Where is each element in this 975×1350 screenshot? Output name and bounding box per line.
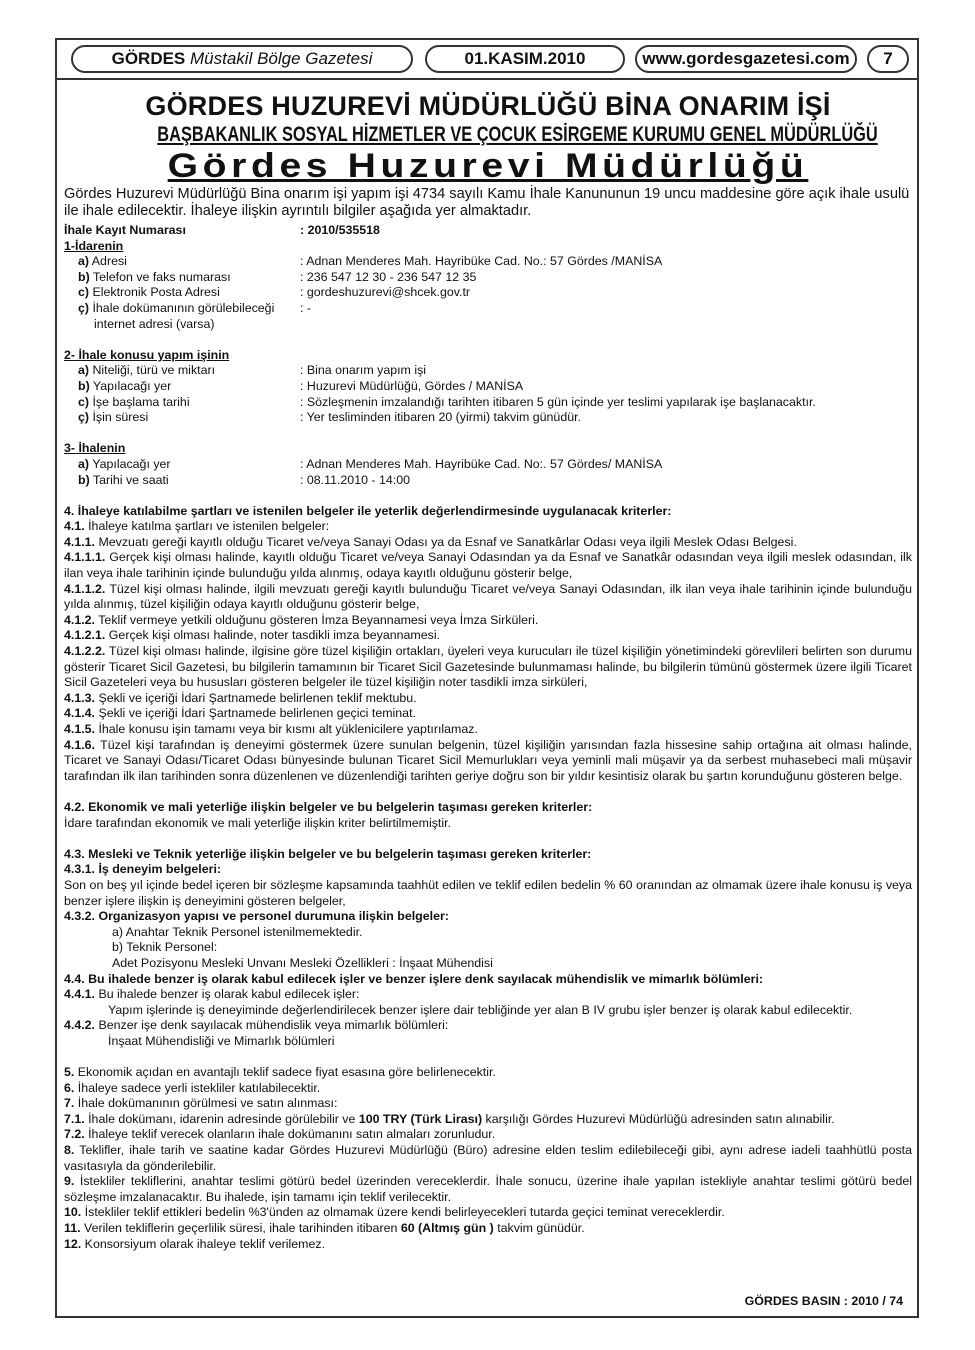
row-key <box>64 457 300 473</box>
row-value: : Bina onarım yapım işi <box>300 363 427 378</box>
agency-title: BAŞBAKANLIK SOSYAL HİZMETLER VE ÇOCUK ESİRGEME KURUMU GENEL MÜDÜRLÜĞÜ <box>157 123 878 146</box>
row-key-letter: c) <box>78 285 90 300</box>
section1-rows <box>64 254 912 316</box>
item-text: Gerçek kişi olması halinde, kayıtlı olduğu Ticaret ve/veya Sanayi Odasından ya da Esnaf ve Sanatkâr odasından veya ilgili meslek odasından, ilk ilan veya ihale tarihinin içinde bulunduğu yılda alınmış, odaya kayıtlı olduğunu gösterir belge, <box>64 550 912 581</box>
section3-title: 3- İhalenin <box>64 441 126 456</box>
section2-rows <box>64 363 912 425</box>
row-value: : - <box>300 300 312 315</box>
item-bold: 60 (Altmış gün ) <box>400 1221 494 1235</box>
section2-row <box>64 363 912 379</box>
page-number: 7 <box>883 49 893 68</box>
section42-heading: 4.2. Ekonomik ve mali yeterliğe ilişkin belgeler ve bu belgelerin taşıması gereken kriterler: <box>64 799 593 814</box>
item-number: 6. <box>64 1080 75 1095</box>
row-value: : 08.11.2010 - 14:00 <box>300 472 410 487</box>
item-number: 4.1.2. <box>64 612 96 627</box>
paper-subtitle: Müstakil Bölge Gazetesi <box>190 49 373 68</box>
item-text: Mevzuatı gereği kayıtlı olduğu Ticaret ve/veya Sanayi Odası ya da Esnaf ve Sanatkârlar Odası veya ilgili Meslek Odası Belgesi. <box>95 534 797 549</box>
row-key <box>64 363 300 379</box>
section2-title: 2- İhale konusu yapım işinin <box>64 347 230 362</box>
page-number-pill <box>867 45 909 73</box>
row-key <box>64 270 300 286</box>
item-number: 7. <box>64 1096 75 1111</box>
header-bar <box>57 40 917 80</box>
section44-heading: 4.4. Bu ihalede benzer iş olarak kabul edilecek işler ve benzer işlere denk sayılacak mühendislik ve mimarlık bölümleri: <box>64 971 764 986</box>
section442-num: 4.4.2. <box>64 1018 96 1033</box>
final-item <box>64 1081 912 1097</box>
row-key-letter: b) <box>78 378 90 393</box>
item-text: Verilen tekliflerin geçerlilik süresi, ihale tarihinden itibaren <box>80 1221 401 1235</box>
item-text: Şekli ve içeriği İdari Şartnamede belirlenen teklif mektubu. <box>95 690 417 705</box>
item-number: 4.1.2.1. <box>64 628 106 643</box>
section441 <box>64 987 912 1003</box>
website-pill <box>635 45 857 73</box>
date-pill <box>425 45 625 73</box>
item-number: 4.1.5. <box>64 722 96 736</box>
section4-item <box>64 691 912 707</box>
item-number: 9. <box>64 1174 75 1189</box>
row-key-letter: b) <box>78 472 90 487</box>
main-title: GÖRDES HUZUREVİ MÜDÜRLÜĞÜ BİNA ONARIM İŞİ <box>145 91 831 121</box>
row-key-letter: a) <box>78 254 90 269</box>
section1-title: 1-İdarenin <box>64 238 124 253</box>
registry-row <box>64 223 912 239</box>
section1-row <box>64 254 912 270</box>
item-text: Tüzel kişi olması halinde, ilgisine göre tüzel kişiliğin ortakları, üyeleri veya kurucuları ile tüzel kişiliğin yönetimindeki görevlileri belirten son durumu gösterir Ticaret Sicil Gazetesi, bu bilgilerin tamamının bir Ticaret Sicil Gazetesinde bulunmaması halinde, bu bilgilerin tümünü göstermek üzere ilgili Ticaret Sicil Gazeteleri veya bu hususları gösteren belgeler ile tüzel kişiliğin noter tasdikli imza sirküleri, <box>64 644 912 690</box>
section4-item <box>64 706 912 722</box>
item-text: Tüzel kişi olması halinde, ilgili mevzuatı gereği kayıtlı bulunduğu Ticaret ve/veya Sanayi Odasından, ilk ilan veya ihale tarihinin içinde bulunduğu yılda alınmış, tüzel kişiliğin odaya kayıtlı olduğunu gösterir belge, <box>64 581 912 612</box>
section1-row <box>64 285 912 301</box>
final-item <box>64 1143 912 1174</box>
website: www.gordesgazetesi.com <box>642 49 850 68</box>
registry-value: : 2010/535518 <box>300 223 380 237</box>
row-key-letter: a) <box>78 456 90 471</box>
final-item <box>64 1096 912 1112</box>
row-key-label: İşe başlama tarihi <box>89 394 190 409</box>
row-key-label: Telefon ve faks numarası <box>89 269 231 284</box>
row-value: : Adnan Menderes Mah. Hayribüke Cad. No:. 57 Gördes/ MANİSA <box>300 456 663 471</box>
row-key-letter: a) <box>78 363 90 378</box>
section442 <box>64 1018 912 1034</box>
item-number: 10. <box>64 1205 82 1220</box>
row-key-label: İşin süresi <box>89 410 149 425</box>
section4-item <box>64 582 912 613</box>
announcement <box>64 90 912 1252</box>
row-key <box>64 410 300 426</box>
item-number: 4.1.4. <box>64 706 96 721</box>
section441-num: 4.4.1. <box>64 987 96 1002</box>
section432-line: b) Teknik Personel: <box>112 940 218 955</box>
section432-line: Adet Pozisyonu Mesleki Unvanı Mesleki Özellikleri : İnşaat Mühendisi <box>112 955 493 970</box>
item-bold: 100 TRY (Türk Lirası) <box>358 1111 483 1126</box>
final-items <box>64 1065 912 1252</box>
section431-heading: 4.3.1. İş deneyim belgeleri: <box>64 862 222 877</box>
row-key-label: İhale dokümanının görülebileceği <box>89 300 275 315</box>
section431-text: Son on beş yıl içinde bedel içeren bir sözleşme kapsamında taahhüt edilen ve teklif edilen bedelin % 60 oranından az olmamak üzere ihale konusu iş veya benzer işlere ilişkin iş deneyimini gösteren belgeler, <box>64 877 912 908</box>
item-text: Tüzel kişi tarafından iş deneyimi göstermek üzere sunulan belgenin, tüzel kişiliğin yarısından fazla hissesine sahip ortağına ait olması halinde, Ticaret ve Sanayi Odası/Ticaret Odası bünyesinde bulunan Ticaret Sicil Memurlukları veya yeminli mali müşavir ya da serbest muhasebeci mali müşavir tarafından ilk ilan tarihinden sonra düzenlenen ve düzenlendiği tarihten geriye doğru son bir yıldır kesintisiz olarak bu şartın korunduğunu gösteren belge. <box>64 737 912 783</box>
row-key-label: Tarihi ve saati <box>89 472 169 487</box>
final-item <box>64 1127 912 1143</box>
item-number: 4.1.1. <box>64 534 96 549</box>
row-key-label: Niteliği, türü ve miktarı <box>89 363 216 378</box>
item-number: 4.1.1.1. <box>64 550 106 565</box>
section4-item <box>64 519 912 535</box>
row-key-label: Yapılacağı yer <box>89 378 172 393</box>
row-key-label: Adresi <box>89 254 127 269</box>
item-text: Konsorsiyum olarak ihaleye teklif verilemez. <box>81 1236 326 1251</box>
item-text: Teklif vermeye yetkili olduğunu gösteren İmza Beyannamesi veya İmza Sirküleri. <box>95 612 539 627</box>
item-text: İhaleye teklif verecek olanların ihale dokümanını satın almaları zorunludur. <box>84 1127 496 1142</box>
page-frame <box>55 38 919 1318</box>
section2-row <box>64 379 912 395</box>
item-text-2: karşılığı Gördes Huzurevi Müdürlüğü adresinden satın alınabilir. <box>482 1111 835 1126</box>
section442-text: Benzer işe denk sayılacak mühendislik veya mimarlık bölümleri: <box>95 1018 449 1033</box>
section441-detail: Yapım işlerinde iş deneyiminde değerlendirilecek benzer işlere dair tebliğinde yer alan B IV grubu işler benzer iş olarak kabul edilecektir. <box>108 1002 853 1017</box>
item-number: 7.1. <box>64 1111 85 1126</box>
section1-extra: internet adresi (varsa) <box>94 316 215 331</box>
item-number: 8. <box>64 1143 75 1158</box>
section432-heading: 4.3.2. Organizasyon yapısı ve personel durumuna ilişkin belgeler: <box>64 909 449 924</box>
item-text: Gerçek kişi olması halinde, noter tasdikli imza beyannamesi. <box>105 628 441 643</box>
paper-name-pill <box>71 45 413 73</box>
item-number: 4.1.1.2. <box>64 581 106 596</box>
section4-heading: 4. İhaleye katılabilme şartları ve istenilen belgeler ile yeterlik değerlendirmesinde uygulanacak kriterler: <box>64 503 672 518</box>
row-value: : 236 547 12 30 - 236 547 12 35 <box>300 269 477 284</box>
section3-row <box>64 473 912 489</box>
item-text: İhale dokümanı, idarenin adresinde görülebilir ve <box>84 1111 359 1126</box>
item-number: 11. <box>64 1221 81 1235</box>
section441-text: Bu ihalede benzer iş olarak kabul edilecek işler: <box>95 987 360 1002</box>
item-number: 12. <box>64 1236 82 1251</box>
item-text-2: takvim günüdür. <box>493 1221 585 1235</box>
final-item <box>64 1205 912 1221</box>
row-key <box>64 285 300 301</box>
item-text: İstekliler tekliflerini, anahtar teslimi götürü bedel üzerinden vereceklerdir. İhale sonucu, üzerine ihale yapılan istekliyle anahtar teslimi götürü bedel sözleşme imzalanacaktır. Bu ihalede, işin tamamı için teklif verilecektir. <box>64 1174 912 1204</box>
item-text: Şekli ve içeriği İdari Şartnamede belirlenen geçici teminat. <box>95 706 416 721</box>
item-text: Ekonomik açıdan en avantajlı teklif sadece fiyat esasına göre belirlenecektir. <box>74 1065 496 1080</box>
paper-name: GÖRDES <box>111 49 186 68</box>
row-key-letter: ç) <box>78 410 90 425</box>
section4-item <box>64 644 912 691</box>
row-value: : gordeshuzurevi@shcek.gov.tr <box>300 285 471 300</box>
section1-extra-row <box>64 317 912 333</box>
issue-date: 01.KASIM.2010 <box>464 49 586 68</box>
row-key-letter: ç) <box>78 300 90 315</box>
final-item <box>64 1237 912 1253</box>
section1-row <box>64 301 912 317</box>
final-item <box>64 1221 912 1237</box>
section4-item <box>64 738 912 785</box>
final-item <box>64 1112 912 1128</box>
item-text: İhaleye katılma şartları ve istenilen belgeler: <box>84 519 330 534</box>
row-key <box>64 395 300 411</box>
item-number: 5. <box>64 1065 75 1080</box>
footer-code: GÖRDES BASIN : 2010 / 74 <box>744 1294 903 1308</box>
section2-row <box>64 410 912 426</box>
row-value: : Yer tesliminden itibaren 20 (yirmi) takvim günüdür. <box>300 410 581 425</box>
item-text: İstekliler teklif ettikleri bedelin %3'ünden az olmamak üzere kendi belirleyecekleri tutarda geçici teminat vereceklerdir. <box>81 1205 725 1220</box>
section4-item <box>64 613 912 629</box>
row-key <box>64 301 300 317</box>
section4-item <box>64 722 912 738</box>
final-item <box>64 1174 912 1205</box>
row-key-label: Yapılacağı yer <box>89 456 171 471</box>
item-text: İhaleye sadece yerli istekliler katılabilecektir. <box>74 1080 321 1095</box>
row-value: : Adnan Menderes Mah. Hayribüke Cad. No.: 57 Gördes /MANİSA <box>300 254 663 269</box>
registry-label: İhale Kayıt Numarası <box>64 223 186 237</box>
section4-item <box>64 535 912 551</box>
row-value: : Huzurevi Müdürlüğü, Gördes / MANİSA <box>300 378 524 393</box>
section442-detail: İnşaat Mühendisliği ve Mimarlık bölümleri <box>108 1033 335 1048</box>
item-number: 4.1.2.2. <box>64 644 106 659</box>
row-key-letter: c) <box>78 394 90 409</box>
section2-row <box>64 395 912 411</box>
item-number: 4.1.6. <box>64 737 96 752</box>
section43-heading: 4.3. Mesleki ve Teknik yeterliğe ilişkin belgeler ve bu belgelerin taşıması gereken kriterler: <box>64 846 592 861</box>
section3-rows <box>64 457 912 488</box>
item-text: İhale konusu işin tamamı veya bir kısmı alt yüklenicilere yaptırılamaz. <box>95 722 478 736</box>
intro-text: Gördes Huzurevi Müdürlüğü Bina onarım işi yapım işi 4734 sayılı Kamu İhale Kanununun 19 uncu maddesine göre açık ihale usulü ile ihale edilecektir. İhaleye ilişkin ayrıntılı bilgiler aşağıda yer almaktadır. <box>64 186 910 219</box>
item-number: 4.1. <box>64 519 85 534</box>
row-key-letter: b) <box>78 269 90 284</box>
final-item <box>64 1065 912 1081</box>
section42-text: İdare tarafından ekonomik ve mali yeterliğe ilişkin kriter belirtilmemiştir. <box>64 815 452 830</box>
section1-row <box>64 270 912 286</box>
section4-items <box>64 519 912 784</box>
section4-item <box>64 550 912 581</box>
item-text: İhale dokümanının görülmesi ve satın alınması: <box>74 1096 338 1111</box>
section3-row <box>64 457 912 473</box>
item-number: 4.1.3. <box>64 690 96 705</box>
row-key <box>64 254 300 270</box>
section4-item <box>64 628 912 644</box>
row-key <box>64 379 300 395</box>
row-value: : Sözleşmenin imzalandığı tarihten itibaren 5 gün içinde yer teslimi yapılarak işe başlanacaktır. <box>300 394 816 409</box>
row-key <box>64 473 300 489</box>
item-number: 7.2. <box>64 1127 85 1142</box>
section432-line: a) Anahtar Teknik Personel istenilmemektedir. <box>112 924 363 939</box>
item-text: Teklifler, ihale tarih ve saatine kadar Gördes Huzurevi Müdürlüğü (Büro) adresine elden teslim edilebileceği gibi, aynı adrese iadeli taahhütlü posta vasıtasıyla da gönderilebilir. <box>64 1143 912 1173</box>
row-key-label: Elektronik Posta Adresi <box>89 285 220 300</box>
institution-title: Gördes Huzurevi Müdürlüğü <box>167 147 809 185</box>
